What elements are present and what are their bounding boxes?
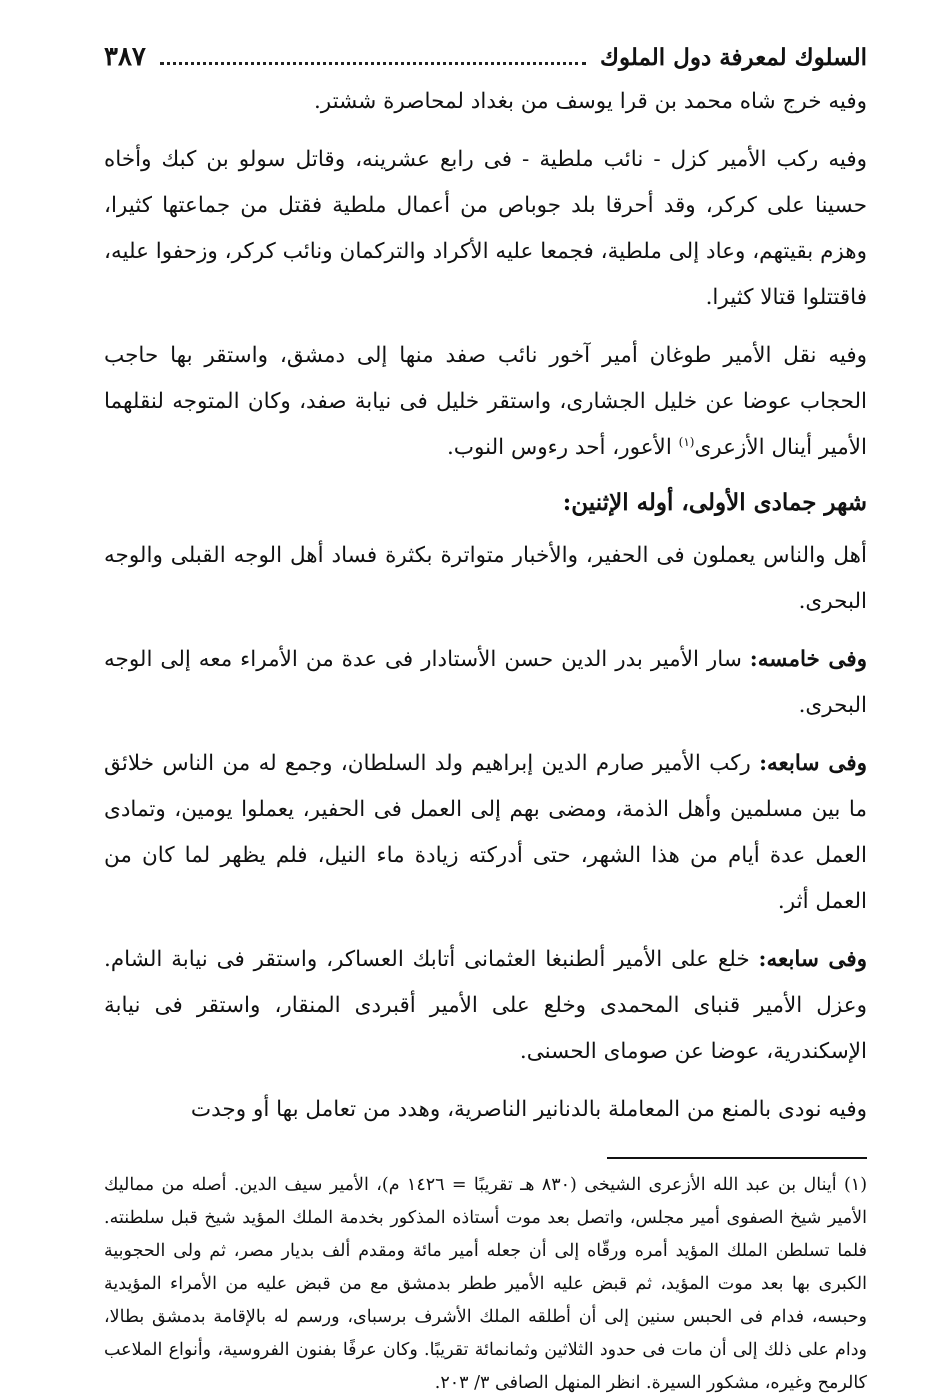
footnote-divider	[607, 1157, 867, 1159]
paragraph-6-lead: وفى سابعه:	[759, 751, 867, 776]
book-title: السلوك لمعرفة دول الملوك	[599, 44, 867, 71]
paragraph-5-lead: وفى خامسه:	[749, 647, 867, 672]
month-heading: شهر جمادى الأولى، أوله الإثنين:	[562, 489, 867, 516]
paragraph-3-text-a: وفيه نقل الأمير طوغان أمير آخور نائب صفد منها إلى دمشق، واستقر بها حاجب الحجاب عوضا عن خليل الجشارى، واستقر خليل فى نيابة صفد، وكان المتوجه لنقلهما الأمير أينال الأزعرى	[104, 343, 867, 460]
paragraph-3	[104, 333, 867, 471]
paragraph-5	[104, 637, 867, 729]
paragraph-6	[104, 741, 867, 925]
paragraph-1: وفيه خرج شاه محمد بن قرا يوسف من بغداد لمحاصرة ششتر.	[313, 89, 867, 114]
paragraph-4: أهل والناس يعملون فى الحفير، والأخبار متواترة بكثرة فساد أهل الوجه القبلى والوجه البحرى.	[104, 543, 867, 614]
paragraph-3-text-b: الأعور، أحد رءوس النوب.	[446, 435, 679, 460]
paragraph-5-text: سار الأمير بدر الدين حسن الأستادار فى عدة من الأمراء معه إلى الوجه البحرى.	[104, 647, 867, 718]
main-text	[104, 79, 867, 1133]
footnote-1: (١) أينال بن عبد الله الأزعرى الشيخى (٨٣٠ هـ تقريبًا = ١٤٢٦ م)، الأمير سيف الدين. أصله من مماليك الأمير شيخ الصفوى أمير مجلس، واتصل بعد موت أستاذه المذكور بخدمة الملك المؤيد شيخ قبل سلطنته. فلما تسلطن الملك المؤيد أمره ورقّاه إلى أن جعله أمير مائة ومقدم ألف بديار مصر، ثم ولى الحجوبية الكبرى بها بعد موت المؤيد، ثم قبض عليه الأمير ططر بدمشق مع من قبض عليه من الأمراء المؤيدية وحبسه، فدام فى الحبس سنين إلى أن أطلقه الملك الأشرف برسباى، ورسم له بالإقامة بدمشق بطالا، ودام على ذلك إلى أن مات فى حدود الثلاثين وثمانمائة تقريبًا. وكان عرفًا بفنون الفروسية، وأنواع الملاعب كالرمح وغيره، مشكور السيرة. انظر المنهل الصافى ٣/ ٢٠٣.	[104, 1175, 868, 1393]
header-dot-leader	[160, 62, 586, 65]
paragraph-7-lead: وفى سابعه:	[758, 947, 867, 972]
paragraph-7	[104, 937, 867, 1075]
page-number: ٣٨٧	[104, 42, 146, 72]
paragraph-2: وفيه ركب الأمير كزل - نائب ملطية - فى رابع عشرينه، وقاتل سولو بن كبك وأخاه حسينا على كركر، وقد أحرقا بلد جوباص من أعمال ملطية فقتل من جماعتها كثيرا، وهزم بقيتهم، وعاد إلى ملطية، فجمعا عليه الأكراد والتركمان ونائب كركر، وزحفوا عليه، فاقتتلوا قتالا كثيرا.	[104, 147, 867, 310]
footnote-reference: (١)	[678, 434, 695, 449]
paragraph-7-text: خلع على الأمير ألطنبغا العثمانى أتابك العساكر، واستقر فى نيابة الشام. وعزل الأمير قنباى المحمدى وخلع على الأمير أقبردى المنقار، واستقر فى نيابة الإسكندرية، عوضا عن صوماى الحسنى.	[104, 947, 867, 1064]
paragraph-8: وفيه نودى بالمنع من المعاملة بالدنانير الناصرية، وهدد من تعامل بها أو وجدت	[190, 1097, 867, 1122]
paragraph-6-text: ركب الأمير صارم الدين إبراهيم ولد السلطان، وجمع له من الناس خلائق ما بين مسلمين وأهل الذمة، ومضى بهم إلى العمل فى الحفير، يعملوا يومين، وتمادى العمل عدة أيام من هذا الشهر، حتى أدركته زيادة ماء النيل، فلم يظهر لما كان من العمل أثر.	[104, 751, 867, 914]
running-header	[104, 42, 867, 73]
